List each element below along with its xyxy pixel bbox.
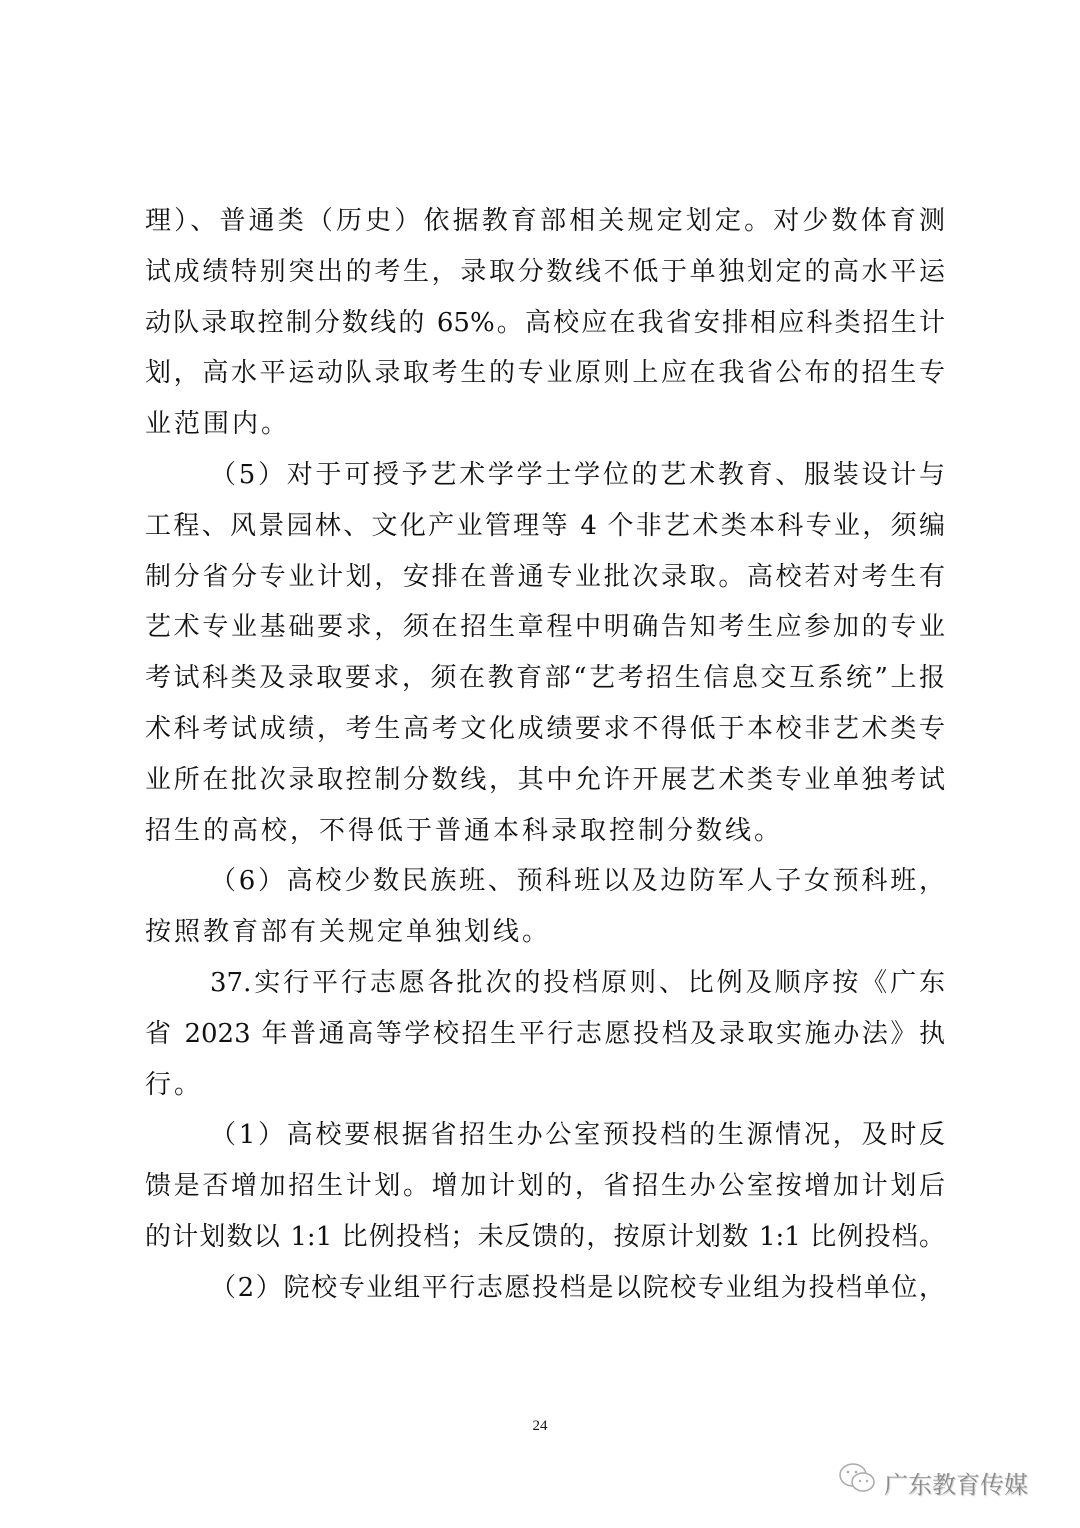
text-line: （2）院校专业组平行志愿投档是以院校专业组为投档单位，: [210, 1272, 945, 1303]
text-line: 馈是否增加招生计划。增加计划的，省招生办公室按增加计划后: [145, 1171, 945, 1202]
text-line: 招生的高校，不得低于普通本科录取控制分数线。: [145, 815, 784, 846]
watermark: [838, 1462, 1028, 1502]
text-line: 动队录取控制分数线的 65%。高校应在我省安排相应科类招生计: [145, 307, 945, 338]
text-line: 行。: [145, 1069, 204, 1100]
text-line: 术科考试成绩，考生高考文化成绩要求不得低于本校非艺术类专: [145, 714, 945, 744]
page-number: 24: [532, 1418, 548, 1434]
text-line: （1）高校要根据省招生办公室预投档的生源情况，及时反: [210, 1120, 945, 1151]
text-line: 制分省分专业计划，安排在普通专业批次录取。高校若对考生有: [145, 561, 945, 592]
text-line: 工程、风景园林、文化产业管理等 4 个非艺术类本科专业，须编: [145, 510, 945, 541]
text-line: 省 2023 年普通高等学校招生平行志愿投档及录取实施办法》执: [145, 1018, 945, 1049]
watermark-text: 广东教育传媒: [884, 1470, 1028, 1499]
text-line: 试成绩特别突出的考生，录取分数线不低于单独划定的高水平运: [145, 256, 945, 287]
text-line: 艺术专业基础要求，须在招生章程中明确告知考生应参加的专业: [145, 612, 945, 643]
text-line: （5）对于可授予艺术学学士学位的艺术教育、服装设计与: [210, 460, 945, 490]
text-line: 的计划数以 1:1 比例投档；未反馈的，按原计划数 1:1 比例投档。: [145, 1222, 945, 1252]
text-line: 划，高水平运动队录取考生的专业原则上应在我省公布的招生专: [145, 358, 945, 389]
text-line: 业范围内。: [145, 409, 291, 440]
wechat-icon: [838, 1462, 878, 1502]
text-line: 业所在批次录取控制分数线，其中允许开展艺术类专业单独考试: [145, 764, 945, 795]
text-line: （6）高校少数民族班、预科班以及边防军人子女预科班，: [210, 866, 945, 897]
text-line: 考试科类及录取要求，须在教育部“艺考招生信息交互系统”上报: [145, 663, 945, 694]
text-line: 按照教育部有关规定单独划线。: [145, 917, 552, 948]
text-line: 37.实行平行志愿各批次的投档原则、比例及顺序按《广东: [210, 968, 945, 998]
text-line: 理）、普通类（历史）依据教育部相关规定划定。对少数体育测: [145, 206, 945, 236]
